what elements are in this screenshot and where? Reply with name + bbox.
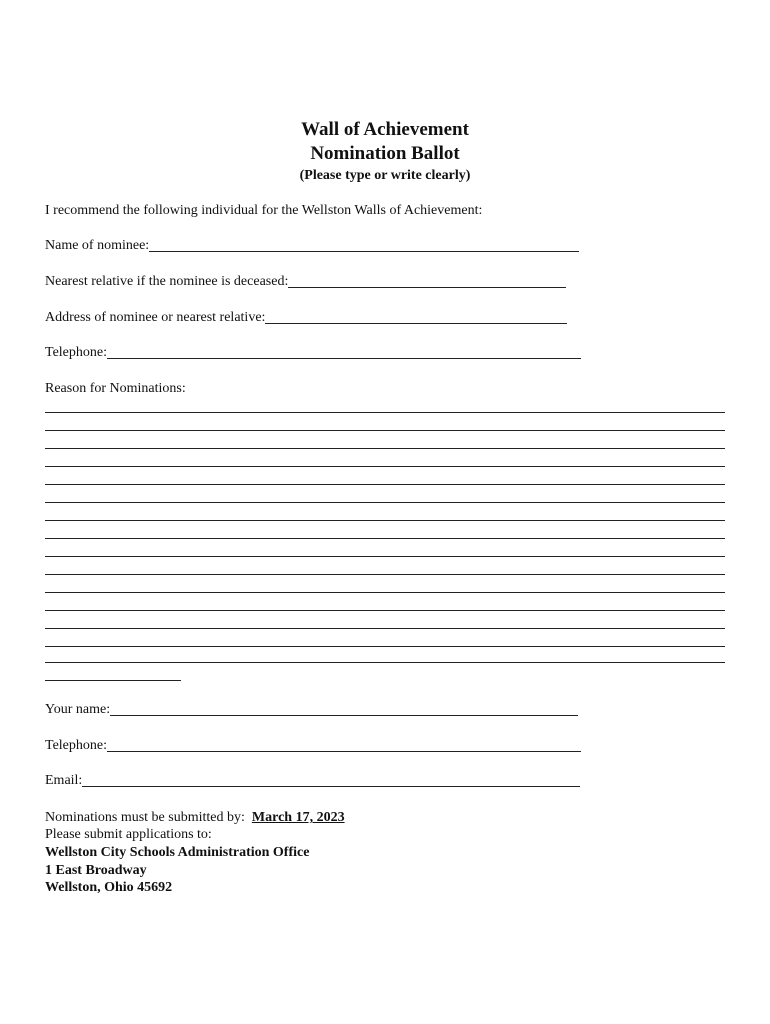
nominee-name-input[interactable] [149,237,579,252]
reason-line[interactable] [45,412,725,413]
reason-line[interactable] [45,646,725,647]
deadline-line [45,809,345,826]
reason-line[interactable] [45,484,725,485]
office-city: Wellston, Ohio 45692 [45,880,173,895]
your-name-label: Your name: [45,702,111,717]
reason-line[interactable] [45,430,725,431]
reason-label: Reason for Nominations: [45,381,186,396]
email-label: Email: [45,773,83,788]
title-line-1: Wall of Achievement [301,119,469,140]
reason-line[interactable] [45,592,725,593]
title-line-2: Nomination Ballot [310,143,460,164]
address-field[interactable] [45,309,567,326]
nearest-relative-input[interactable] [288,273,566,288]
office-street: 1 East Broadway [45,863,147,878]
subtitle: (Please type or write clearly) [299,168,471,183]
reason-line[interactable] [45,466,725,467]
email-input[interactable] [82,772,580,787]
reason-line[interactable] [45,574,725,575]
reason-line[interactable] [45,556,725,557]
intro-text: I recommend the following individual for the Wellston Walls of Achievement: [45,203,483,218]
nominee-telephone-field[interactable] [45,344,581,361]
reason-line[interactable] [45,628,725,629]
deadline-label: Nominations must be submitted by: [45,810,245,825]
address-label: Address of nominee or nearest relative: [45,310,266,325]
office-name: Wellston City Schools Administration Office [45,845,310,860]
your-telephone-input[interactable] [107,737,581,752]
nominee-name-field[interactable] [45,237,579,254]
reason-line[interactable] [45,662,725,663]
address-input[interactable] [265,309,567,324]
reason-line[interactable] [45,502,725,503]
reason-line-end[interactable] [45,680,181,681]
your-telephone-field[interactable] [45,737,581,754]
your-name-field[interactable] [45,701,578,718]
your-name-input[interactable] [110,701,578,716]
deadline-date: March 17, 2023 [251,810,345,825]
your-telephone-label: Telephone: [45,738,107,753]
nominee-telephone-label: Telephone: [45,345,107,360]
nominee-telephone-input[interactable] [107,344,581,359]
nominee-name-label: Name of nominee: [45,238,150,253]
reason-line[interactable] [45,448,725,449]
reason-line[interactable] [45,520,725,521]
nearest-relative-label: Nearest relative if the nominee is deceased: [45,274,289,289]
reason-line[interactable] [45,538,725,539]
nearest-relative-field[interactable] [45,273,566,290]
submit-to-text: Please submit applications to: [45,827,212,842]
reason-line[interactable] [45,610,725,611]
email-field[interactable] [45,772,580,789]
